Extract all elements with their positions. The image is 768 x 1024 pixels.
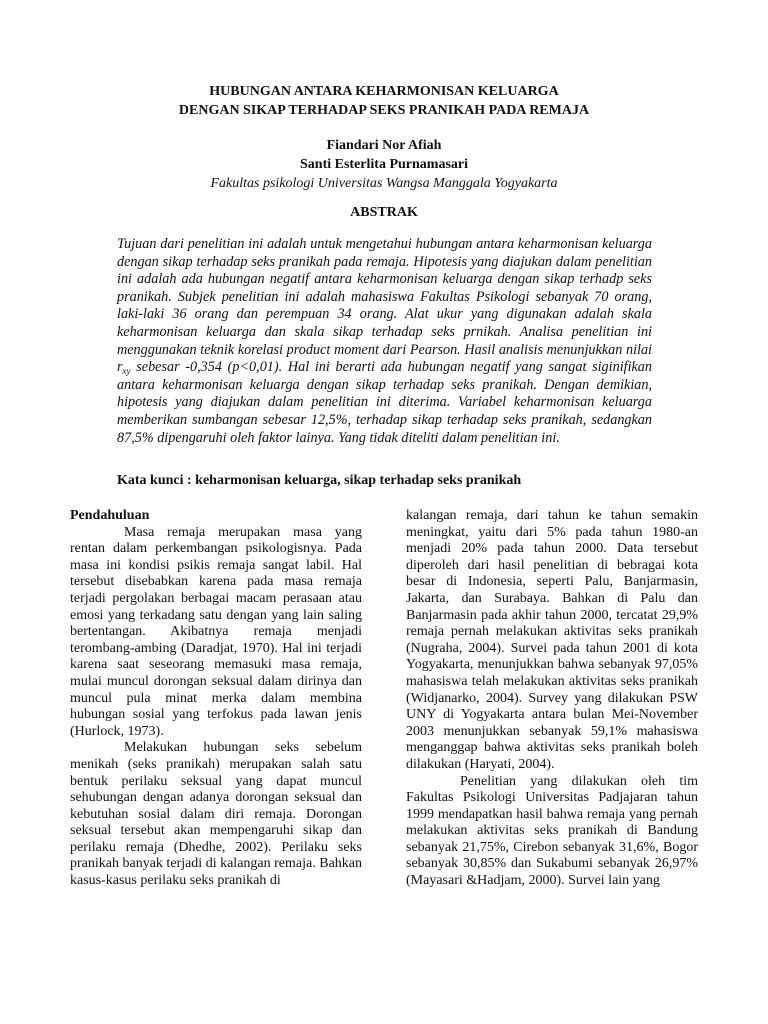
left-paragraph-1: Masa remaja merupakan masa yang rentan dalam perkembangan psikologisnya. Pada masa ini kondisi psikis remaja sangat labil. Hal tersebut disebabkan karena pada masa remaja terjadi pergolakan berbagai macam perasaan atau emosi yang terkadang satu dengan yang lain saling bertentangan. Akibatnya remaja menjadi terombang-ambing (Daradjat, 1970). Hal ini terjadi karena saat seseorang memasuki masa remaja, mulai muncul dorongan seksual dalam dirinya dan muncul pula minat merka dalam membina hubungan sosial yang terfokus pada lawan jenis (Hurlock, 1973). bbox=[70, 524, 362, 739]
keywords: Kata kunci : keharmonisan keluarga, sikap terhadap seks pranikah bbox=[117, 473, 522, 488]
title-line-2: DENGAN SIKAP TERHADAP SEKS PRANIKAH PADA REMAJA bbox=[178, 103, 590, 118]
abstract-subscript: xy bbox=[122, 366, 131, 377]
section-heading-pendahuluan: Pendahuluan bbox=[70, 508, 150, 523]
title-line-1: HUBUNGAN ANTARA KEHARMONISAN KELUARGA bbox=[209, 84, 559, 99]
right-paragraph-2: Penelitian yang dilakukan oleh tim Fakultas Psikologi Universitas Padjajaran tahun 1999 mendapatkan hasil bahwa remaja yang pernah melakukan aktivitas seks pranikah di Bandung sebanyak 21,75%, Cirebon sebanyak 31,6%, Bogor sebanyak 30,85% dan Sukabumi sebanyak 26,97% (Mayasari &Hadjam, 2000). Survei lain yang bbox=[406, 773, 698, 889]
author-block bbox=[0, 136, 768, 193]
paper-title bbox=[0, 82, 768, 120]
abstract-text-part-2: sebesar -0,354 (p<0,01). Hal ini berarti ada hubungan negatif yang sangat siginifikan antara keharmonisan keluarga dengan sikap terhadap seks pranikah. Dengan demikian, hipotesis yang diajukan dalam penelitian ini diterima. Variabel keharmonisan keluarga memberikan sumbangan sebesar 12,5%, terhadap sikap terhadap seks pranikah, sedangkan 87,5% dipengaruhi oleh faktor lainya. Yang tidak diteliti dalam penelitian ini. bbox=[117, 359, 652, 446]
author-2: Santi Esterlita Purnamasari bbox=[300, 157, 468, 172]
abstract-text-part-1: Tujuan dari penelitian ini adalah untuk mengetahui hubungan antara keharmonisan keluarga dengan sikap terhadap seks pranikah pada remaja. Hipotesis yang diajukan dalam penelitian ini adalah ada hubungan negatif antara keharmonisan keluarga dengan sikap terhadp seks pranikah. Subjek penelitian ini adalah mahasiswa Fakultas Psikologi sebanyak 70 orang, laki-laki 36 orang dan perempuan 34 orang. Alat ukur yang digunakan adalah skala keharmonisan keluarga dan skala sikap terhadap seks prnikah. Analisa penelitian ini menggunakan teknik korelasi product moment dari Pearson. Hasil analisis menunjukkan nilai r bbox=[117, 236, 652, 376]
body-column-right bbox=[406, 508, 698, 890]
affiliation: Fakultas psikologi Universitas Wangsa Manggala Yogyakarta bbox=[210, 176, 558, 191]
left-paragraph-2: Melakukan hubungan seks sebelum menikah (seks pranikah) merupakan salah satu bentuk perilaku seksual yang dapat muncul sehubungan dengan adanya dorongan seksual dan kebutuhan sosial dalam diri remaja. Dorongan seksual tersebut akan mempengaruhi sikap dan perilaku remaja (Dhedhe, 2002). Perilaku seks pranikah banyak terjadi di kalangan remaja. Bahkan kasus-kasus perilaku seks pranikah di bbox=[70, 740, 362, 889]
author-1: Fiandari Nor Afiah bbox=[326, 138, 442, 153]
body-column-left bbox=[70, 508, 362, 890]
abstract-text bbox=[117, 236, 652, 447]
right-paragraph-1: kalangan remaja, dari tahun ke tahun semakin meningkat, yaitu dari 5% pada tahun 1980-an menjadi 20% pada tahun 2000. Data tersebut diperoleh dari hasil penelitian di bebragai kota besar di Indonesia, seperti Palu, Banjarmasin, Jakarta, dan Surabaya. Bahkan di Palu dan Banjarmasin pada akhir tahun 2000, tercatat 29,9% remaja pernah melakukan aktivitas seks pranikah (Nugraha, 2004). Survei pada tahun 2001 di kota Yogyakarta, menunjukkan bahwa sebanyak 97,05% mahasiswa telah melakukan aktivitas seks pranikah (Widjanarko, 2004). Survey yang dilakukan PSW UNY di Yogyakarta antara bulan Mei-November 2003 menunjukkan sebanyak 59,1% mahasiswa menganggap bahwa aktivitas seks pranikah boleh dilakukan (Haryati, 2004). bbox=[406, 508, 698, 772]
abstract-heading: ABSTRAK bbox=[350, 205, 418, 220]
